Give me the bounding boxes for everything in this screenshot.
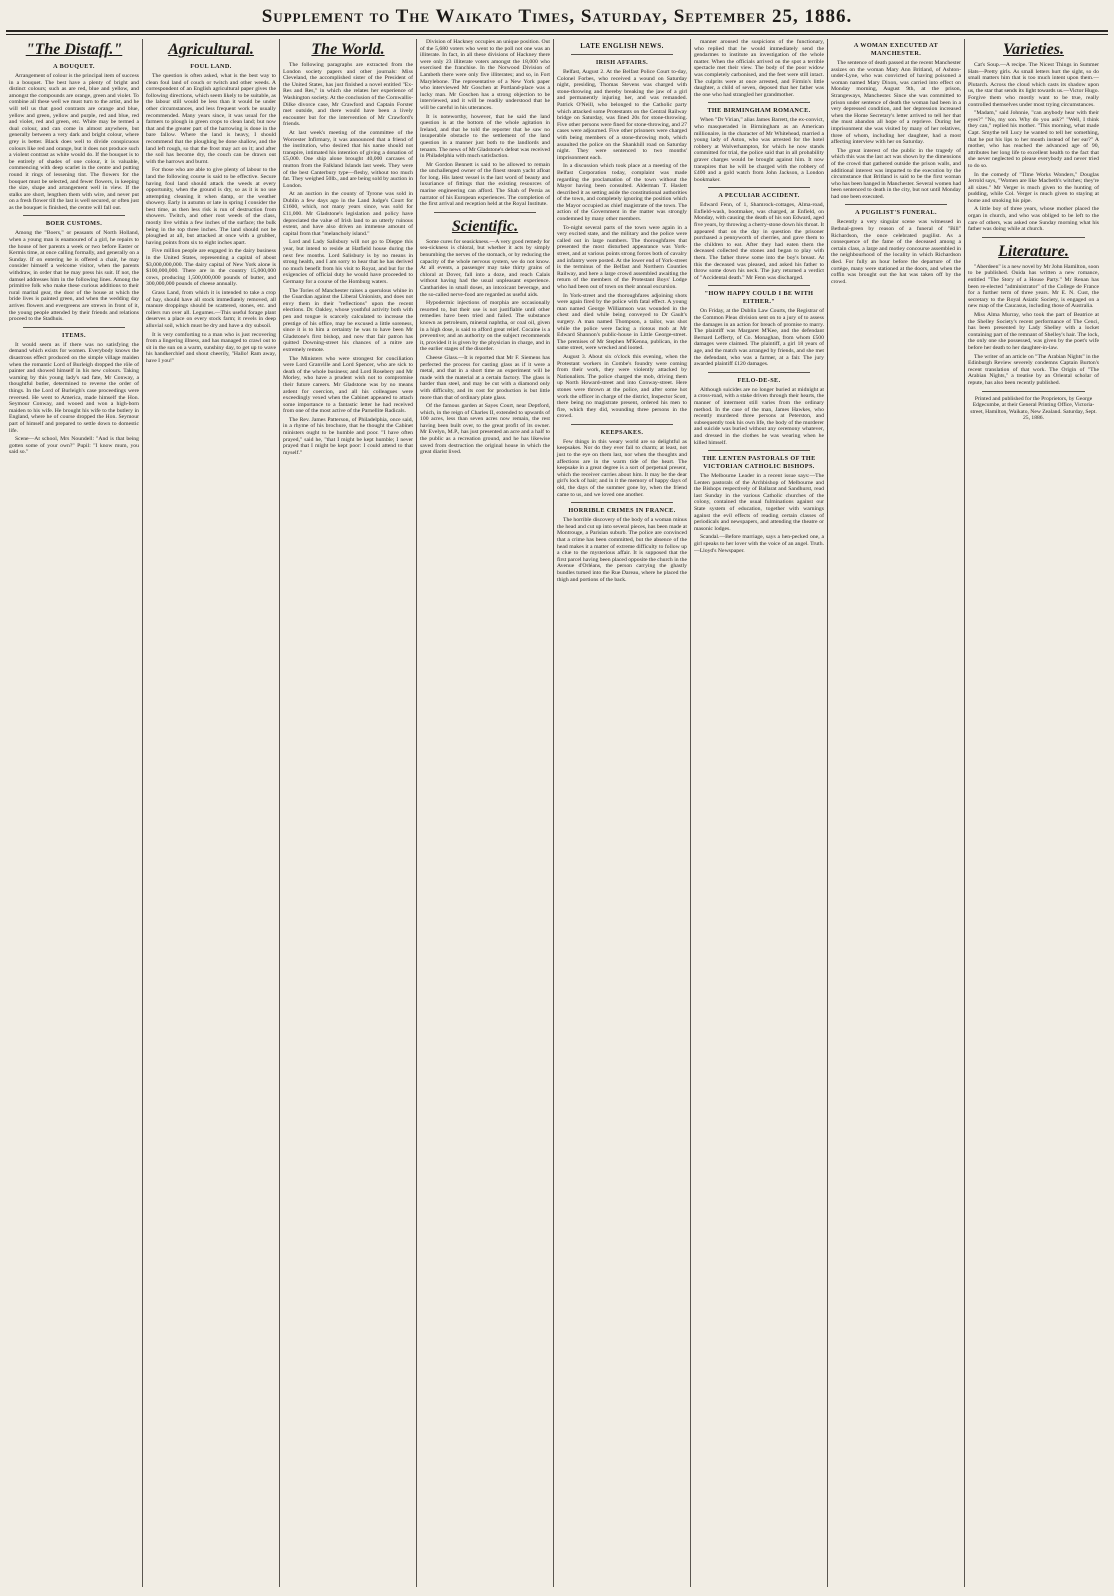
article-title: FOUL LAND. (190, 63, 232, 70)
article-body: It is noteworthy, however, that he said the land question is at the bottom of the whole agitation in Ireland, and that he told the reporter that he saw no insuperable obstacle to the settlement of the land question in a manner just both to the landlords and tenants. The news of Mr Gladstone's defeat was received in Philadelphia with much satisfaction. (420, 113, 550, 160)
article-title: LATE ENGLISH NEWS. (580, 42, 664, 50)
article-separator (708, 450, 810, 451)
article-body: The question is often asked, what is the best way to clean foul land of couch or twitch and other weeds. A correspondent of an English agricultural paper gives the following directions, which seem likely to be suitable, as the labour still would be less than it would be under other circumstances, and less frequent work be usually recommended. Many years since, it was usual for the farmers to plough in green crops to clean land; but now that and the greater part of the harrowing is done in the bare fallow. Where the land is heavy, I should recommend that the ploughing be done shallow, and the land left rough, so that the frost may act on it; and after the soil has become dry, the couch can be drawn out with the harrows and burnt. (146, 73, 276, 165)
article-body: To-night several parts of the town were again in a very excited state, and the military and the police were called out in large numbers. The thoroughfares that presented the most disturbed appearance was York-street, and at various points strong forces both of cavalry and infantry were posted. At the lower end of York-street is the terminus of the Belfast and Northern Counties Railway, and here a large crowd assembled awaiting the return of the members of the Protestant Boys' Lodge who had been out of town on their annual excursion. (557, 224, 687, 290)
article-title: ITEMS. (62, 331, 86, 339)
article-body: For those who are able to give plenty of labour to the land the following course is said to be effective. Secure having foul land should attack the weeds at every opportunity, when the ground is dry, so as it is no use attempting cleaning it when damp, or the weather showery. Early in autumn or late in spring I consider the best time, as then less risk is run of destruction from showers. Twitch, and other root weeds of the class, mostly live within a few inches of the surface; the bulk being in the top three inches. The land should not be ploughed at all, but attacked at once with a grubber, having points from six to eight inches apart. (146, 167, 276, 246)
article-body: When "Dr Virian," alias James Barrett, the ex-convict, who masqueraded in Birmingham as an American millionaire, in the character of Mr Whitehead, married a young lady of Aston, who was arrested for the hotel robbery at Wolverhampton, for which he now stands committed for trial, the police said that in all probability graver charges would be brought against him. It now transpires that he will be charged with the robbery of £400 and a gold watch from John Jackson, a London bookmaker. (694, 117, 824, 183)
column-5 (554, 39, 691, 1587)
column-3 (280, 39, 417, 1587)
article-body: Some cures for seasickness.—A very good remedy for sea-sickness is chloral, but whether it acts by simply benumbing the nerves of the stomach, or by reducing the capacity of the whole nervous system, we do not know. At all events, a passenger may take thirty grains of chloral at Dover, fall into a doze, and reach Calais without having had the usual unpleasant experience. Cantharides in small doses, an intoxicant beverage, and the so-called nerve-food are regarded as useful aids. (420, 238, 550, 298)
article-body: The horrible discovery of the body of a woman minus the head and cut up into several pieces, has been made at Montrouge, a Parisian suburb. The police are convinced that a crime has been committed, but the absence of the head makes it a matter of extreme difficulty to follow up a clue to the mysterious affair. It is supposed that the first parcel having been placed opposite the church in the Avenue d'Orléans, the person carrying the ghastly bundles turned into the Rue Dareau, where he placed the thigh and portions of the back. (557, 517, 687, 583)
article-body: "Madam," said Johnnie, "can anybody hear with their eyes?" "No, my son. Why do you ask?" "Well, I think they can," replied his mother. "This morning, what made Capt. Smythe tell Lucy he wanted to tell her something, that he put his lips to her mouth instead of her ear?" A mother, who has reached the advanced age of 90, attributes her long life to excellent health to the fact that she never neglected to please everybody and never tried to do so. (968, 110, 1099, 169)
article-separator (23, 327, 125, 328)
article-title: "HOW HAPPY COULD I BE WITH EITHER." (704, 290, 814, 306)
column-6 (691, 39, 828, 1587)
article-body: Recently a very singular scene was witnessed in Bethnal-green by reason of a funeral of "Bill" Richardson, the once celebrated pugilist. As a consequence of the fame of the deceased among a certain class, a large and motley concourse assembled in the neighbourhood of the locality in which Richardson died. For fully an hour before the departure of the cortège, many were stationed at the doors, and when the coffin was brought out the hat was taken off by the crowd. (831, 219, 961, 285)
article-body: The Rev. James Patterson, of Philadelphia, once said, in a rhyme of his brochure, that he thought the Cabinet ministers ought to be humble and poor. "I have often prayed," said he, "that I might be kept humble; I never prayed that I might be kept poor: I could attend to that myself." (283, 416, 413, 456)
article-separator (982, 237, 1085, 238)
article-body: The great interest of the public in the tragedy of which this was the last act was shown by the dimensions of the crowd that gathered outside the prison walls, and additional interest was imparted to the execution by the circumstance that Britland is said to be the first woman who has been hanged in Manchester. Several women had been sentenced to death in the city, but not until Monday had one been executed. (831, 147, 961, 200)
footer-separator (982, 391, 1085, 392)
article-body: Although suicides are no longer buried at midnight at a cross-road, with a stake driven through their hearts, the manner of interment still varies from the ordinary method. In the case of the man, James Hawkes, who recently murdered three persons at Peterston, and subsequently took his own life, the body of the murderer and suicide was buried without any ceremony whatever, and dressed in the clothes he was wearing when he killed himself. (694, 386, 824, 446)
article-title: A BOUQUET. (53, 63, 95, 70)
article-separator (845, 204, 947, 205)
article-body: Hypodermic injections of morphia are occasionally resorted to, but their use is not justifiable until other remedies have been tried and failed. The substance known as petroleum, mineral naphtha, or coal oil, given in a high dose, is said to afford great relief. Cocaine is a preventive; and an authority on the subject recommends it, provided it is given by the physician in charge, and in the earlier stages of the disorder. (420, 300, 550, 353)
article-separator (23, 215, 125, 216)
section-heading: "The Distaff." (25, 41, 123, 58)
article-body: Miss Alma Murray, who took the part of Beatrice at the Shelley Society's recent performance of The Cenci, has been presented by Lady Shelley with a locket containing part of the remnant of Shelley's hair. The lock, the only one she possessed, was given by the poet's wife before her death to her daughter-in-law. (968, 312, 1099, 351)
article-body: Mr Gordon Bennett is said to be allowed to remain the unchallenged owner of the finest steam yacht afloat for long. His latest vessel is the last word of beauty and luxuriance of fittings that the existing resources of marine engineering can afford. The Shah of Persia as narrator of his European experiences. The completion of the first arrival and reception held at the Royal Institute. (420, 161, 550, 208)
article-body: The Melbourne Leader in a recent issue says:—The Lenten pastorals of the Archbishop of Melbourne and the Bishops respectively of Ballarat and Sandhurst, read last Sunday in the various Catholic churches of the colony, contained the usual fulminations against our State system of education, together with warnings against the evil effects of reading certain classes of periodicals and newspapers, and attending the theatre or masonic lodges. (694, 473, 824, 532)
article-body: Arrangement of colour is the principal item of success in a bouquet. The best have a plenty of bright and distinct colours; such as are red, blue and yellow, and amongst the compounds are orange, green and violet. To combine all these well we must turn to the artist, and he will tell us that good contrasts are orange and blue, yellow and green, yellow and purple, red and blue, red and violet, red and green, etc. White may be termed a dual colour, and can come in almost anywhere, but generally between a very dark and bright colour, where grey is better. Black does well to divide conspicuous colours like red and orange, but it does not produce such a violent contrast as white would do. If the bouquet is to be entirely of shades of one colour, it is valuable, commencing with deep scarlet in the centre and putting round it rings of lessening tint. The flowers for the bouquet must be selected, and fewer flowers, in keeping the size, shape and arrangement well in view. If the stalks are short, lengthen them with wire, and never put on a fresh flower till the last is well secured, or often just as the bouquet is finished, the centre will fall out. (9, 73, 139, 211)
column-8 (965, 39, 1102, 1587)
article-body: It is very comforting to a man who is just recovering from a lingering illness, and has managed to crawl out to sit in the sun on a warm, sunshiny day, to get up to wave his handkerchief and shout cheerily, "Hallo! Ram away, have I you!" (146, 331, 276, 364)
article-body: In a discussion which took place at a meeting of the Belfast Corporation today, complaint was made regarding the proclamation of the town without the Mayor having been consulted. Alderman T. Haslett described it as setting aside the constitutional authorities of the town, and completely ignoring the position which the Mayor occupied as chief magistrate of the town. The action of the Government in the matter was strongly condemned by many other members. (557, 163, 687, 223)
masthead-rule (6, 30, 1108, 32)
article-separator (708, 372, 810, 373)
article-body: On Friday, at the Dublin Law Courts, the Registrar of the Common Pleas division sent on to a jury of to assess the damages in an action for breach of promise to marry. The plaintiff was Margaret M'Kee, and the defendant Bernard Lefferty, of Co. Monaghan, from whom £500 damages were claimed. The plaintiff, a girl 18 years of age, and the match was arranged by friends, and she met the defendant, who was a farmer, at a fair. The jury awarded plaintiff £120 damages. (694, 308, 824, 368)
article-body: The Ministers who were strongest for conciliation were Lord Granville and Lord Spencer, who are sick to death of the whole business; and Lord Rosebery and Mr Morley, who have a prudent wish not to compromise their future careers. Mr Gladstone was by no means ardent for coercion, and all his colleagues were exceedingly vexed when the Cabinet appeared to attach some importance to a fantastic letter he had received from one of the most active of the Parnellite Radicals. (283, 355, 413, 415)
article-separator (571, 502, 673, 503)
article-title: Literature. (998, 242, 1069, 260)
article-body: Division of Hackney occupies an unique position. Out of the 5,680 voters who went to the poll not one was an illiterate. In fact, in all these divisions of Hackney there were only 23 illiterate voters amongst the 18,000 who exercised the franchise. In the Norwood Division of Lambeth there were only five illiterates; and so, in Fort Marylebone. The representative of a New York paper who interviewed Mr Goschen at Portland-place was a lucky man. Mr Goschen has a strong objection to be interviewed, and it will be readily understood that he will be careful in his utterances. (420, 39, 550, 111)
article-title: THE LENTEN PASTORALS OF THE VICTORIAN CATHOLIC BISHOPS. (702, 455, 816, 471)
article-body: Few things in this weary world are so delightful as keepsakes. Nor do they ever fail to charm; at least, not just to the eye on them last, nor when the thoughts and affections are in the warm tide of the heart. The keepsake in a great degree is a sort of perpetual present, which the receiver carries about him. It may be the dear girl's lock of hair; and in it the memory of happy days of old, the days of the summer gone by, when the friend came to us, and we loved one another. (557, 438, 687, 498)
article-title: BOER CUSTOMS. (45, 220, 103, 228)
article-title: KEEPSAKES. (600, 428, 644, 436)
article-title: FELO-DE-SE. (737, 376, 781, 384)
article-body: Cheese Glass.—It is reported that Mr F. Siemens has perfected the process for casting glass as if it were a metal, and that in a short time an experiment will be made with the material at a certain factory. The glass is harder than steel, and may be cut with a diamond only with difficulty, and its cost for production is but little more than that of ordinary plate glass. (420, 354, 550, 401)
masthead: Supplement to The Waikato Times, Saturday, September 25, 1886. (261, 6, 853, 27)
column-1 (6, 39, 143, 1587)
article-title: Scientific. (451, 217, 519, 235)
article-body: Five million people are engaged in the dairy business in the United States, representing a capital of about $3,000,000,000. The dairy capital of New York alone is $100,000,000. There are in the country 15,000,000 cows, producing 1,500,000,000 pounds of butter, and 300,000,000 pounds of cheese annually. (146, 248, 276, 288)
article-title: A WOMAN EXECUTED AT MANCHESTER. (853, 42, 939, 57)
article-body: At last week's meeting of the committee of the Worcester Infirmary, it was announced that a friend of the institution, who desired that his name should not transpire, intimated his intention of giving a donation of £5,000. One ship alone brought 40,000 carcases of mutton from the Falkland Islands last week. They were of the best Canterbury type—fleshy, without too much fat. They weighed 50lb., and are being sold by auction in London. (283, 129, 413, 189)
article-body: The sentence of death passed at the recent Manchester assizes on the woman Mary Ann Britland, of Ashton-under-Lyne, who was convicted of having poisoned a woman named Mary Dixon, was carried into effect on Monday morning, August 9th, at the prison, Strangeways, Manchester. Since she was committed to prison under sentence of death the woman had been in a very depressed condition, and her depression increased when the Home Secretary's letter arrived to tell her that she must abandon all hope of a reprieve. During her imprisonment she was visited by many of her relatives, three of whom, including her daughter, had a most affecting interview with her on Saturday. (831, 60, 961, 146)
article-body: In York-street and the thoroughfares adjoining shots were again fired by the police with fatal effect. A young man named George Williamson was wounded in the chest and died while being conveyed to Dr Gault's surgery. A man named Thompson, a tailor, was shot while the police were facing a riotous mob at Mr Edward Shannon's public-house in Little George-street. The premises of Mr Stephen M'Kenna, publican, in the same street, were wrecked and looted. (557, 292, 687, 352)
article-body: Scandal.—Before marriage, says a hen-pecked one, a girl speaks to her lover with the voice of an angel. Truth.—Lloyd's Newspaper. (694, 534, 824, 554)
article-body: At an auction in the county of Tyrone was sold in Dublin a few days ago in the Land Judge's Court for £1600, which, not many years since, was sold for £11,000. Mr Gladstone's legislation and policy have depreciated the value of Irish land to an utterly ruinous extent, and have also driven an immense amount of capital from that "melancholy island." (283, 191, 413, 237)
article-separator (571, 424, 673, 425)
article-body: Edward Fenn, of 1, Shamrock-cottages, Alma-road, Enfield-wash, bootmaker, was charged, at Enfield, on Monday, with causing the death of his son Edward, aged five years, by throwing a cherry-stone down his throat. It appeared that on the day in question the prisoner purchased a pennyworth of cherries, and gave them to the children to eat. After they had eaten them the deceased collected the stones and began to play with them. The father threw some into the boy's breast. At this the deceased was pleased, and asked his father to throw some down his neck. The jury returned a verdict of "Accidental death." Mr Fenn was discharged. (694, 202, 824, 281)
section-heading: The World. (311, 41, 385, 58)
article-body: The following paragraphs are extracted from the London society papers and other journals: Miss Cleveland, the accomplished sister of the President of the United States, has just finished a novel entitled "Ex-Res and Res," in which she relates her experience of Washington society. At the conclusion of the Cornwallis-Dilke divorce case, Mr Crawford and Captain Forster met outside, and there would have been a lively encounter but for the intervention of Mr Crawford's friends. (283, 62, 413, 128)
article-body: The writer of an article on "The Arabian Nights" in the Edinburgh Review severely condemns Captain Burton's recent translation of that work. The Origin of "The Arabian Nights," a treatise by an Oriental scholar of repute, has also been recently published. (968, 353, 1099, 386)
article-body: Lord and Lady Salisbury will not go to Dieppe this year, but intend to reside at Hatfield house during the next few months. Lord Salisbury is by no means in strong health, and I am sorry to hear that he has derived no much benefit from his visit to Royat, and but for the exigencies of official duty he would have proceeded to Germany for a course of the Homburg waters. (283, 239, 413, 285)
section-heading: Agricultural. (168, 41, 254, 58)
article-body: Cat's Soup.—A recipe. The Nicest Things in Summer Hats—Pretty girls. As small letters hurt the sight, so do small matters him that is too much intent upon them.—Plutarch. Across the cloud which casts its shadow upon us, the star that sends its light towards us.—Victor Hugo. Forgive them who mostly want to be true, really controlled themselves under most trying circumstances. (968, 62, 1099, 108)
article-title: IRISH AFFAIRS. (595, 59, 649, 66)
article-separator (571, 54, 673, 55)
article-separator (708, 285, 810, 286)
article-body: Among the "Boers," or peasants of North Holland, when a young man is enamoured of a girl, he repairs to the house of her parents a week or two before Easter or Kermis time, at once calling formally, and generally on a Sunday. If on entering he is offered a chair, he may consider himself a welcome visitor, when the parents withdraw, in order that he may press his suit. If not, the damsel addresses him in the following lines. Among the primitive folk who make these curious additions to their rural marital gear, the door of the house at which the bride lives is painted green, and when the wedding day arrives flowers and evergreens are strewn in front of it, the young people attended by their friends and relations proceed to the Stadhuis. (9, 230, 139, 323)
article-body: manner aroused the suspicions of the functionary, who replied that he would immediately send the gendarmes to institute an investigation of the whole matter. When the officials arrived on the spot a terrible spectacle met their view. The body of the poor widow was completely carbonised, and the feet were still intact. The culprits were at once arrested, and Firmin's little daughter, a child of seven, deposed that her father was the one who had strangled her grandmother. (694, 39, 824, 98)
article-body: It would seem as if there was no satisfying the demand which exists for women. Everybody knows the disastrous effect produced on the simple village maiden when the romantic Lord of Burleigh dropped the rôle of painter and showed himself in his new colours. Taking warning by this young lady's sad fate, Mr Conway, a thoughtful butler, determined to reverse the order of things. In the Lord of Burleigh's case proceedings were reversed. He went to America, made himself the Hon. Seymour Conway, and wooed and won a high-born maiden to his wife. He brought his wife to the butlery in England, where he of course dropped the Hon. Seymour part of himself and prepared to settle down to domestic life. (9, 341, 139, 434)
masthead-rule-thin (6, 34, 1108, 35)
columns (6, 39, 1108, 1587)
article-body: August 3. About six o'clock this evening, when the Protestant workers in Combe's foundry were coming from their work, they were violently attacked by Nationalists. The police charged the mob, driving them up North Howard-street and into Conway-street. Here stones were thrown at the police, and after some hot work the officer in charge of the district, Inspector Scott, there being no magistrate present, ordered his men to fire, which they did, wounding three persons in the crowd. (557, 353, 687, 420)
article-title: A PECULIAR ACCIDENT. (718, 192, 800, 200)
article-body: Belfast, August 2. At the Belfast Police Court to-day, Colonel Forbes, who received a wound on Saturday night, presiding, Thomas Stevens was charged with stone-throwing and thereby breaking the jaw of a girl and permanently injuring her, and was remanded. Patrick O'Neill, who belonged to the Catholic party which attacked some Protestants on the Central Railway bridge on Saturday, was fined 20s for stone-throwing. Five other persons were fined for stone-throwing, and 27 cases were adjourned. Five other prisoners were charged with being members of a stone-throwing mob, which assaulted the police on the Shankhill road on Saturday night. They were sentenced to two months' imprisonment each. (557, 69, 687, 161)
column-7 (828, 39, 965, 1587)
article-separator (708, 102, 810, 103)
article-body: Scene—At school, Mrs Noundell: "And is that being gotten some of your own?" Pupil: "I know mum, you said so." (9, 436, 139, 456)
column-2 (143, 39, 280, 1587)
article-separator (708, 187, 810, 188)
article-title: THE BIRMINGHAM ROMANCE. (707, 107, 811, 115)
article-title: HORRIBLE CRIMES IN FRANCE. (568, 507, 676, 515)
article-body: A little boy of three years, whose mother placed the organ in church, and who was obliged to be left to the care of others, was asked one Sunday morning what his father was doing while at church. (968, 206, 1099, 233)
article-title: A PUGILIST'S FUNERAL. (855, 209, 937, 217)
article-body: In the comedy of "Time Works Wonders," Douglas Jerrold says, "Women are like Macbeth's witches; they're all sizes." Mr Verger is much given to the hunting of pudding, while Col. Verger is much given to staying at home and smoking his pipe. (968, 171, 1099, 204)
article-body: The Tories of Manchester raises a querulous whine in the Guardian against the Liberal Unionists, and does not envy them in their "reflections" upon the recent elections. Dr. Oakley, whose youthful activity both with pen and tongue is scarcely calculated to increase the prestige of his office, may be excused a little soreness, since it is to him a certainty he was to have been Mr Gladstone's first bishop, and now that fair patron has quitted Downing-street his chances of a mitre are extremely remote. (283, 287, 413, 353)
column-4 (417, 39, 554, 1587)
article-body: "Aberdeen" is a new novel by Mr John Hamilton, soon to be published. Ouida has written a new romance, entitled "The Story of a House Party." Mr Renan has been re-elected "administrator" of the College de France for a further term of three years. Mr E. N. Cust, the secretary to the Royal Asiatic Society, is engaged on a new map of the Caucasus, including those of Australia. (968, 263, 1100, 310)
article-body: Of the famous garden at Sayes Court, near Deptford, which, in the reign of Charles II, extended to upwards of 100 acres, less than seven acres now remain, the rest having been built over, to the great profit of its owner. Mr Evelyn, M.P., has just presented an acre and a half to the public as a recreation ground, and he has likewise saved from destruction the original house in which the great diarist lived. (420, 403, 550, 456)
section-heading: Varieties. (1003, 41, 1064, 58)
article-separator (434, 212, 536, 213)
imprint-footer: Printed and published for the Proprietors, by George Edgecumbe, at their General Printing Office, Victoria-street, Hamilton, Waikato, New Zealand. Saturday, Sept. 25, 1886. (970, 395, 1097, 422)
article-body: Grass Land, from which it is intended to take a crop of hay, should have all stock immediately removed, all manure droppings should be scattered, stones, etc. and rollers run over all. Legumes.—This useful forage plant deserves a place on every stock farm; it revels in deep alluvial soil, which must be dry and have a dry subsoil. (146, 290, 276, 329)
